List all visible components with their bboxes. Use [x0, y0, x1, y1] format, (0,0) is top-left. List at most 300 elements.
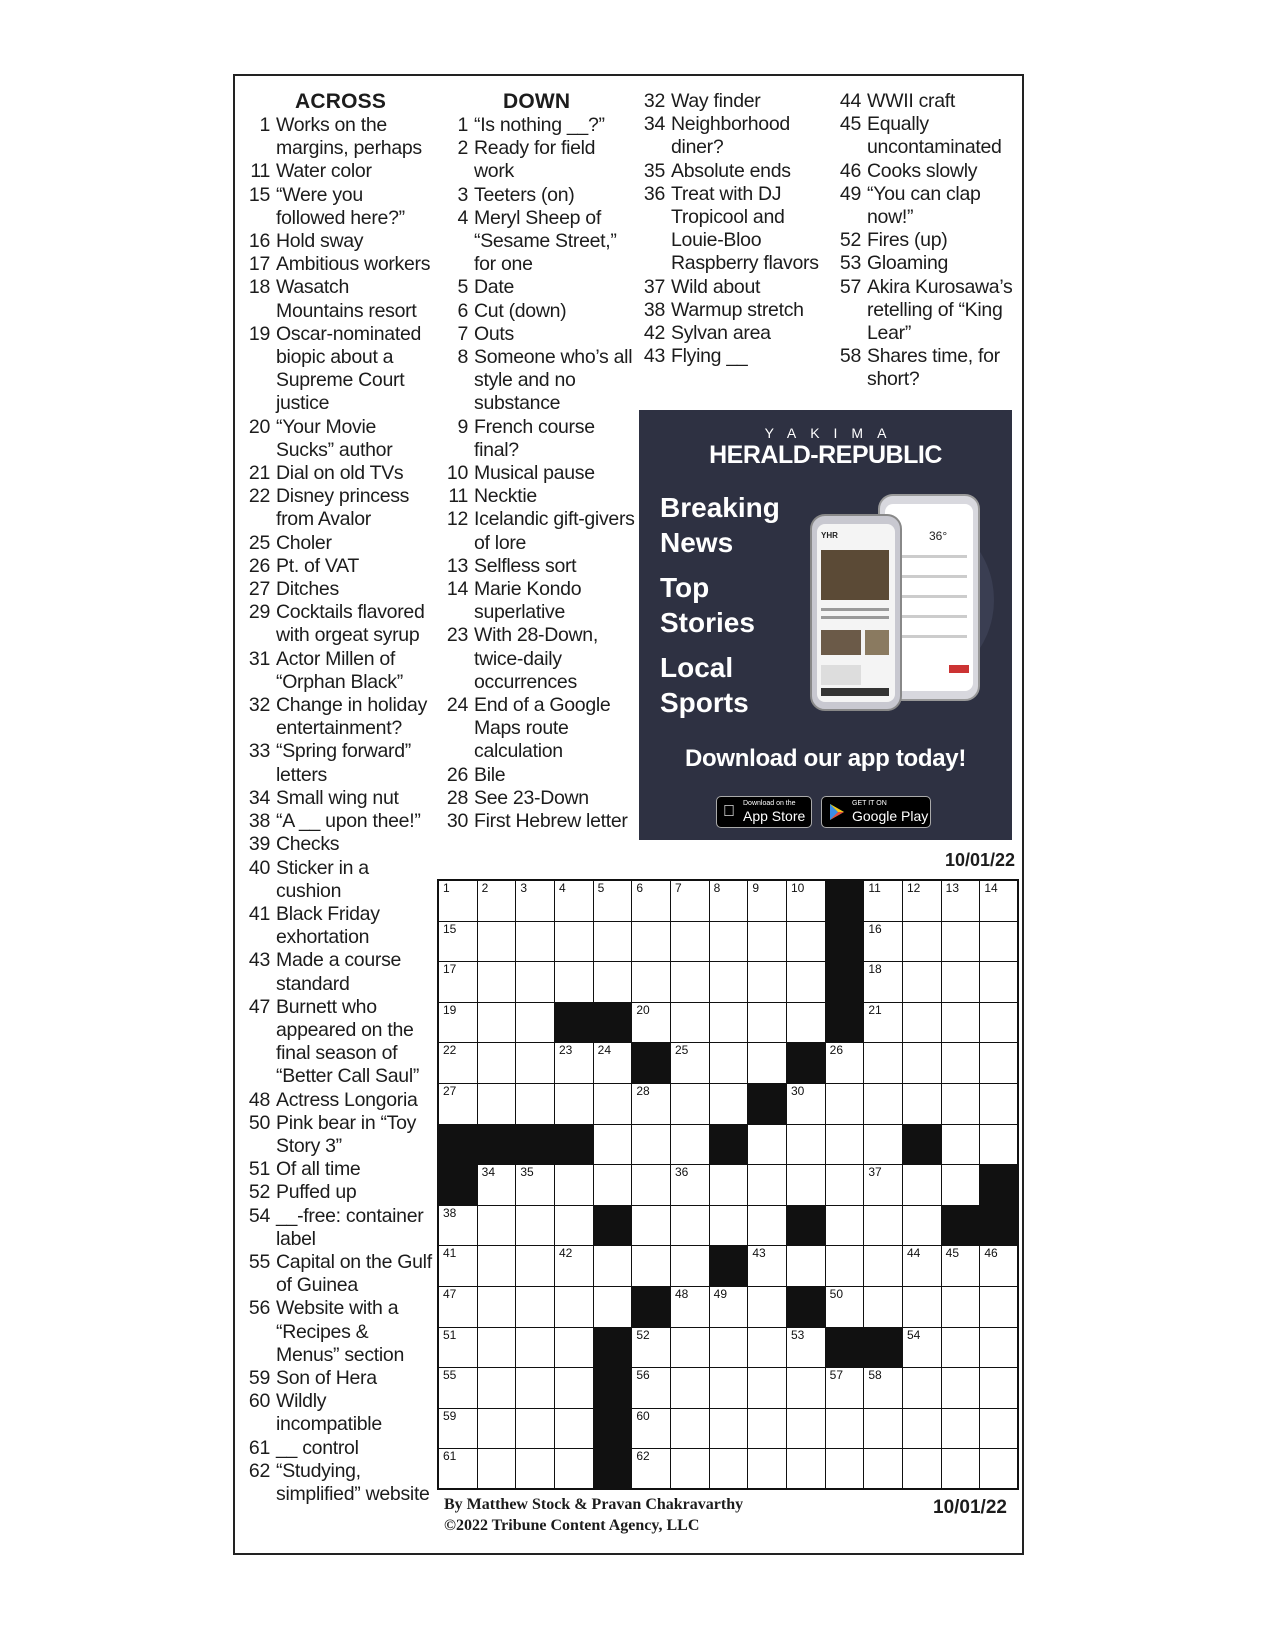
clue-across-55 [245, 1251, 435, 1297]
grid-cell[interactable] [941, 961, 981, 1003]
grid-cell[interactable] [825, 1367, 865, 1409]
grid-cell[interactable] [902, 1448, 942, 1490]
grid-cell[interactable] [979, 1286, 1019, 1328]
grid-cell[interactable] [438, 1083, 478, 1125]
clue-number: 38 [643, 298, 665, 321]
grid-cell[interactable] [902, 1286, 942, 1328]
grid-cell[interactable] [438, 921, 478, 963]
grid-cell[interactable] [863, 1286, 903, 1328]
clue-number: 44 [839, 90, 861, 112]
clue-down-23 [443, 624, 638, 694]
clue-number: 37 [643, 275, 665, 298]
grid-cell[interactable] [515, 1245, 555, 1287]
grid-cell[interactable] [902, 1164, 942, 1206]
grid-cell[interactable] [863, 1002, 903, 1044]
clue-number: 6 [457, 299, 468, 322]
app-store-small-text: Download on the [743, 800, 796, 807]
clue-number: 55 [248, 1250, 270, 1273]
grid-cell[interactable] [515, 961, 555, 1003]
grid-block [786, 1286, 826, 1328]
grid-cell[interactable] [670, 921, 710, 963]
cell-number: 8 [713, 881, 721, 895]
grid-cell[interactable] [747, 961, 787, 1003]
grid-cell[interactable] [670, 1002, 710, 1044]
grid-block [593, 1408, 633, 1450]
ad-call-to-action: Download our app today! [684, 745, 967, 772]
clue-text: Burnett who appeared on the final season of “Better Call Saul” [276, 995, 420, 1088]
clue-text: WWII craft [867, 90, 955, 112]
grid-cell[interactable] [438, 1327, 478, 1369]
clue-across-39 [245, 833, 435, 856]
grid-cell[interactable] [747, 1367, 787, 1409]
grid-cell[interactable] [747, 1002, 787, 1044]
grid-cell[interactable] [786, 1245, 826, 1287]
clue-text: “Is nothing __?” [474, 114, 605, 136]
grid-cell[interactable] [786, 1083, 826, 1125]
grid-cell[interactable] [709, 1205, 749, 1247]
clue-across-17 [245, 253, 435, 276]
grid-cell[interactable] [554, 1327, 594, 1369]
cell-number: 35 [520, 1165, 534, 1180]
grid-cell[interactable] [670, 1408, 710, 1450]
grid-cell[interactable] [825, 1245, 865, 1287]
grid-cell[interactable] [631, 1367, 671, 1409]
clue-number: 33 [248, 740, 270, 763]
grid-cell[interactable] [670, 1448, 710, 1490]
grid-cell[interactable] [979, 1083, 1019, 1125]
grid-cell[interactable] [863, 880, 903, 922]
grid-cell[interactable] [979, 961, 1019, 1003]
clue-text: Website with a “Recipes & Menus” section [276, 1297, 405, 1366]
grid-cell[interactable] [709, 1042, 749, 1084]
clue-across-50 [245, 1112, 435, 1158]
grid-cell[interactable] [979, 1002, 1019, 1044]
clue-number: 32 [248, 694, 270, 717]
grid-cell[interactable] [941, 1408, 981, 1450]
clue-number: 38 [248, 810, 270, 833]
grid-block [825, 880, 865, 922]
grid-cell[interactable] [786, 1448, 826, 1490]
cell-number: 23 [559, 1043, 573, 1058]
ad-brand-name: HERALD-REPUBLIC [709, 441, 942, 469]
grid-cell[interactable] [593, 921, 633, 963]
clue-down3-57 [836, 276, 1026, 346]
grid-cell[interactable] [515, 1367, 555, 1409]
grid-cell[interactable] [786, 1164, 826, 1206]
grid-cell[interactable] [631, 1164, 671, 1206]
cell-number: 4 [559, 881, 566, 895]
clue-text: Of all time [276, 1158, 361, 1181]
grid-cell[interactable] [979, 1367, 1019, 1409]
grid-cell[interactable] [670, 1367, 710, 1409]
grid-cell[interactable] [631, 1205, 671, 1247]
clue-text: Puffed up [276, 1181, 357, 1204]
grid-cell[interactable] [477, 1245, 517, 1287]
grid-cell[interactable] [554, 961, 594, 1003]
grid-cell[interactable] [515, 1083, 555, 1125]
grid-cell[interactable] [747, 880, 787, 922]
grid-cell[interactable] [593, 880, 633, 922]
grid-cell[interactable] [709, 1286, 749, 1328]
grid-cell[interactable] [477, 1408, 517, 1450]
grid-cell[interactable] [747, 1205, 787, 1247]
grid-cell[interactable] [786, 1002, 826, 1044]
grid-cell[interactable] [902, 1245, 942, 1287]
down-heading: DOWN [503, 90, 571, 113]
clue-across-56 [245, 1297, 435, 1367]
grid-cell[interactable] [593, 1124, 633, 1166]
grid-cell[interactable] [902, 1042, 942, 1084]
grid-cell[interactable] [902, 1002, 942, 1044]
clue-number: 62 [248, 1459, 270, 1482]
cell-number: 47 [443, 1287, 457, 1301]
grid-cell[interactable] [941, 1083, 981, 1125]
grid-cell[interactable] [979, 880, 1019, 922]
clue-down-3 [443, 184, 638, 207]
clue-across-48 [245, 1089, 435, 1112]
grid-cell[interactable] [631, 1083, 671, 1125]
grid-cell[interactable] [786, 961, 826, 1003]
grid-cell[interactable] [670, 880, 710, 922]
grid-cell[interactable] [709, 1164, 749, 1206]
clue-number: 16 [248, 230, 270, 253]
grid-cell[interactable] [670, 1327, 710, 1369]
grid-cell[interactable] [515, 1286, 555, 1328]
grid-cell[interactable] [477, 880, 517, 922]
grid-cell[interactable] [515, 921, 555, 963]
phone-logo: YHR [821, 531, 838, 540]
grid-cell[interactable] [477, 1286, 517, 1328]
clue-across-29 [245, 601, 435, 647]
grid-cell[interactable] [477, 1367, 517, 1409]
grid-cell[interactable] [979, 1327, 1019, 1369]
grid-cell[interactable] [477, 961, 517, 1003]
cell-number: 58 [868, 1368, 882, 1383]
grid-cell[interactable] [670, 1286, 710, 1328]
grid-block [825, 961, 865, 1003]
grid-cell[interactable] [554, 880, 594, 922]
grid-cell[interactable] [438, 1205, 478, 1247]
clue-number: 43 [248, 949, 270, 972]
grid-cell[interactable] [554, 1164, 594, 1206]
grid-cell[interactable] [438, 1286, 478, 1328]
grid-cell[interactable] [438, 1367, 478, 1409]
grid-cell[interactable] [709, 921, 749, 963]
grid-cell[interactable] [863, 1408, 903, 1450]
grid-cell[interactable] [670, 1164, 710, 1206]
grid-cell[interactable] [747, 1327, 787, 1369]
grid-cell[interactable] [631, 1124, 671, 1166]
grid-cell[interactable] [670, 1124, 710, 1166]
clue-down2-43 [640, 345, 835, 368]
grid-cell[interactable] [941, 880, 981, 922]
app-store-label: App Store [743, 808, 806, 824]
grid-block [631, 1286, 671, 1328]
grid-cell[interactable] [554, 1245, 594, 1287]
grid-cell[interactable] [863, 1245, 903, 1287]
grid-block [593, 1205, 633, 1247]
grid-cell[interactable] [438, 880, 478, 922]
app-advertisement[interactable] [639, 410, 1012, 840]
grid-cell[interactable] [438, 1448, 478, 1490]
grid-cell[interactable] [515, 1042, 555, 1084]
grid-cell[interactable] [515, 880, 555, 922]
grid-cell[interactable] [825, 1408, 865, 1450]
grid-cell[interactable] [941, 1164, 981, 1206]
grid-cell[interactable] [554, 1083, 594, 1125]
clue-number: 56 [248, 1297, 270, 1320]
clue-across-27 [245, 578, 435, 601]
grid-cell[interactable] [747, 921, 787, 963]
grid-cell[interactable] [863, 1367, 903, 1409]
grid-cell[interactable] [593, 1083, 633, 1125]
clue-text: Checks [276, 833, 340, 856]
grid-cell[interactable] [515, 1164, 555, 1206]
grid-cell[interactable] [902, 1205, 942, 1247]
grid-cell[interactable] [786, 1408, 826, 1450]
grid-cell[interactable] [515, 1002, 555, 1044]
grid-cell[interactable] [554, 1042, 594, 1084]
clue-number: 61 [248, 1436, 270, 1459]
grid-cell[interactable] [709, 1408, 749, 1450]
grid-cell[interactable] [631, 1408, 671, 1450]
grid-cell[interactable] [631, 1245, 671, 1287]
grid-cell[interactable] [515, 1327, 555, 1369]
cell-number: 21 [868, 1002, 882, 1017]
cell-number: 62 [636, 1449, 650, 1464]
clue-text: Shares time, for short? [867, 345, 1000, 391]
grid-cell[interactable] [825, 1448, 865, 1490]
grid-cell[interactable] [709, 880, 749, 922]
grid-cell[interactable] [747, 1448, 787, 1490]
grid-cell[interactable] [747, 1042, 787, 1084]
grid-cell[interactable] [941, 1367, 981, 1409]
cell-number: 19 [443, 1002, 457, 1017]
grid-cell[interactable] [709, 1367, 749, 1409]
grid-cell[interactable] [438, 1245, 478, 1287]
grid-cell[interactable] [863, 1164, 903, 1206]
clue-text: Cooks slowly [867, 159, 978, 182]
clue-down2-37 [640, 276, 835, 299]
grid-cell[interactable] [477, 1164, 517, 1206]
grid-cell[interactable] [747, 1124, 787, 1166]
cell-number: 26 [829, 1043, 844, 1058]
grid-cell[interactable] [825, 1286, 865, 1328]
grid-cell[interactable] [902, 1367, 942, 1409]
grid-cell[interactable] [902, 1327, 942, 1369]
google-play-badge[interactable] [821, 796, 931, 828]
grid-cell[interactable] [979, 1124, 1019, 1166]
grid-cell[interactable] [709, 1327, 749, 1369]
grid-cell[interactable] [863, 1448, 903, 1490]
cell-number: 49 [713, 1287, 728, 1301]
grid-cell[interactable] [941, 1002, 981, 1044]
grid-cell[interactable] [438, 1042, 478, 1084]
grid-cell[interactable] [941, 1245, 981, 1287]
clue-text: Neighborhood diner? [671, 113, 790, 159]
clue-number: 34 [643, 113, 665, 136]
grid-cell[interactable] [593, 1042, 633, 1084]
grid-cell[interactable] [554, 921, 594, 963]
grid-cell[interactable] [515, 1205, 555, 1247]
clue-number: 25 [248, 531, 270, 554]
cell-number: 20 [636, 1002, 650, 1017]
crossword-grid[interactable] [438, 880, 1018, 1489]
grid-cell[interactable] [631, 880, 671, 922]
grid-cell[interactable] [477, 1327, 517, 1369]
grid-cell[interactable] [438, 1408, 478, 1450]
grid-cell[interactable] [825, 1124, 865, 1166]
grid-cell[interactable] [786, 921, 826, 963]
cell-number: 22 [443, 1043, 457, 1058]
grid-cell[interactable] [941, 1042, 981, 1084]
grid-cell[interactable] [902, 921, 942, 963]
grid-cell[interactable] [554, 1205, 594, 1247]
clue-down3-52 [836, 229, 1026, 252]
cell-number: 2 [481, 881, 489, 895]
clue-text: Necktie [474, 485, 537, 508]
clue-across-59 [245, 1367, 435, 1390]
cell-number: 14 [984, 881, 998, 895]
grid-cell[interactable] [747, 1164, 787, 1206]
grid-cell[interactable] [631, 961, 671, 1003]
grid-cell[interactable] [979, 921, 1019, 963]
grid-cell[interactable] [902, 1408, 942, 1450]
cell-number: 5 [597, 881, 605, 895]
clue-across-47 [245, 996, 435, 1089]
grid-cell[interactable] [747, 1245, 787, 1287]
grid-cell[interactable] [631, 1448, 671, 1490]
grid-cell[interactable] [941, 1286, 981, 1328]
grid-cell[interactable] [477, 1205, 517, 1247]
clue-text: Choler [276, 531, 332, 554]
grid-cell[interactable] [941, 1124, 981, 1166]
cell-number: 13 [945, 881, 960, 895]
grid-cell[interactable] [941, 1327, 981, 1369]
clue-number: 54 [248, 1204, 270, 1227]
grid-cell[interactable] [709, 961, 749, 1003]
grid-cell[interactable] [941, 1448, 981, 1490]
cell-number: 60 [636, 1408, 650, 1423]
grid-cell[interactable] [554, 1367, 594, 1409]
grid-cell[interactable] [593, 1286, 633, 1328]
clue-across-60 [245, 1390, 435, 1436]
grid-cell[interactable] [554, 1286, 594, 1328]
grid-cell[interactable] [786, 1124, 826, 1166]
cell-number: 61 [443, 1449, 457, 1464]
grid-cell[interactable] [786, 880, 826, 922]
grid-block [477, 1124, 517, 1166]
clue-number: 49 [839, 182, 861, 205]
grid-cell[interactable] [438, 1002, 478, 1044]
grid-cell[interactable] [670, 1245, 710, 1287]
grid-cell[interactable] [670, 1205, 710, 1247]
clue-number: 8 [457, 346, 468, 369]
clue-number: 1 [259, 114, 270, 136]
grid-cell[interactable] [515, 1448, 555, 1490]
grid-cell[interactable] [863, 1205, 903, 1247]
grid-cell[interactable] [477, 1002, 517, 1044]
grid-cell[interactable] [786, 1367, 826, 1409]
app-store-badge[interactable] [716, 796, 812, 828]
grid-cell[interactable] [863, 921, 903, 963]
grid-cell[interactable] [631, 1327, 671, 1369]
grid-cell[interactable] [825, 1205, 865, 1247]
clue-down-5 [443, 276, 638, 299]
grid-cell[interactable] [438, 961, 478, 1003]
grid-cell[interactable] [709, 1002, 749, 1044]
grid-cell[interactable] [554, 1408, 594, 1450]
grid-cell[interactable] [825, 1164, 865, 1206]
down-clues-column-2 [640, 90, 835, 368]
clue-number: 40 [248, 856, 270, 879]
clue-down-10 [443, 462, 638, 485]
grid-cell[interactable] [902, 961, 942, 1003]
grid-cell[interactable] [747, 1408, 787, 1450]
grid-cell[interactable] [477, 1083, 517, 1125]
grid-cell[interactable] [825, 1042, 865, 1084]
clue-text: Actress Longoria [276, 1088, 418, 1111]
grid-cell[interactable] [863, 1083, 903, 1125]
grid-cell[interactable] [593, 1164, 633, 1206]
grid-cell[interactable] [941, 921, 981, 963]
grid-cell[interactable] [825, 1083, 865, 1125]
clue-down-12 [443, 508, 638, 554]
grid-cell[interactable] [670, 1083, 710, 1125]
grid-cell[interactable] [477, 921, 517, 963]
grid-cell[interactable] [709, 1083, 749, 1125]
clue-number: 48 [248, 1088, 270, 1111]
grid-cell[interactable] [902, 1083, 942, 1125]
grid-cell[interactable] [979, 1245, 1019, 1287]
grid-cell[interactable] [593, 1245, 633, 1287]
grid-cell[interactable] [477, 1448, 517, 1490]
grid-cell[interactable] [670, 961, 710, 1003]
grid-cell[interactable] [515, 1408, 555, 1450]
clue-number: 5 [457, 276, 468, 299]
clue-down-13 [443, 555, 638, 578]
grid-cell[interactable] [593, 961, 633, 1003]
grid-cell[interactable] [477, 1042, 517, 1084]
credits-copyright: ©2022 Tribune Content Agency, LLC [444, 1517, 700, 1534]
grid-cell[interactable] [863, 1124, 903, 1166]
clue-number: 52 [839, 229, 861, 252]
grid-cell[interactable] [863, 1042, 903, 1084]
grid-cell[interactable] [979, 1448, 1019, 1490]
grid-cell[interactable] [670, 1042, 710, 1084]
grid-block [554, 1002, 594, 1044]
ad-brand-city: YAKIMA [764, 425, 901, 441]
clue-down-30 [443, 810, 638, 833]
clue-number: 17 [248, 253, 270, 276]
grid-cell[interactable] [554, 1448, 594, 1490]
grid-cell[interactable] [747, 1286, 787, 1328]
clue-across-62 [245, 1460, 435, 1506]
grid-cell[interactable] [631, 921, 671, 963]
grid-cell[interactable] [979, 1042, 1019, 1084]
grid-cell[interactable] [979, 1408, 1019, 1450]
clue-text: Son of Hera [276, 1366, 377, 1389]
cell-number: 57 [829, 1368, 844, 1383]
grid-cell[interactable] [863, 961, 903, 1003]
grid-block [786, 1205, 826, 1247]
grid-cell[interactable] [631, 1002, 671, 1044]
grid-cell[interactable] [709, 1448, 749, 1490]
grid-cell[interactable] [902, 880, 942, 922]
clue-number: 19 [248, 322, 270, 345]
grid-cell[interactable] [786, 1327, 826, 1369]
clue-text: “Your Movie Sucks” author [276, 415, 393, 461]
